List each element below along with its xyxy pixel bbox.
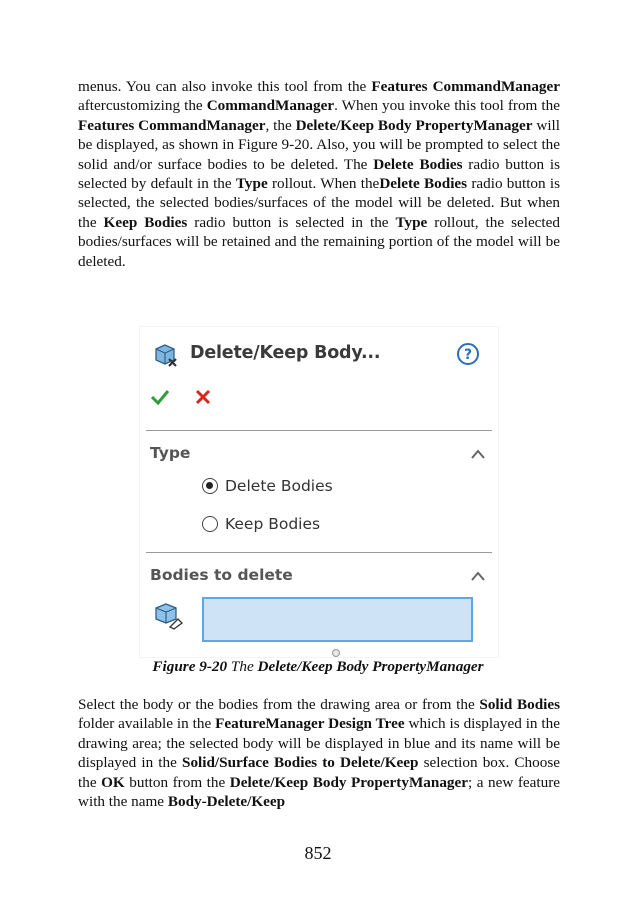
solid-body-icon — [152, 599, 184, 631]
help-icon[interactable] — [456, 342, 480, 366]
delete-bodies-radio[interactable] — [202, 477, 333, 495]
radio-unselected-indicator[interactable] — [202, 516, 218, 532]
figure-caption: Figure 9-20 The Delete/Keep Body PropertyManager — [152, 658, 484, 675]
body-paragraph-1: menus. You can also invoke this tool from the Features CommandManager aftercustomizing the CommandManager. When you invoke this tool from the Features CommandManager, the Delete/Keep Body PropertyManager will be displayed, as shown in Figure 9-20. Also, you will be prompted to select the solid and/or surface bodies to be deleted. The Delete Bodies radio button is selected by default in the Type rollout. When theDelete Bodies radio button is selected, the selected bodies/surfaces of the model will be deleted. But when the Keep Bodies radio button is selected in the Type rollout, the selected bodies/surfaces will be retained and the remaining portion of the model will be deleted. — [78, 78, 560, 270]
cancel-x-icon[interactable] — [193, 387, 213, 407]
collapse-chevron-icon[interactable] — [470, 448, 486, 460]
property-manager-title: Delete/Keep Body... — [190, 343, 381, 363]
collapse-chevron-icon[interactable] — [470, 570, 486, 582]
body-paragraph-2: Select the body or the bodies from the drawing area or from the Solid Bodies folder available in the FeatureManager Design Tree which is displayed in the drawing area; the selected body will be displayed in blue and its name will be displayed in the Solid/Surface Bodies to Delete/Keep selection box. Choose the OK button from the Delete/Keep Body PropertyManager; a new feature with the name Body-Delete/Keep — [78, 696, 561, 811]
svg-text:?: ? — [463, 347, 473, 363]
bodies-to-delete-rollout-title[interactable]: Bodies to delete — [150, 566, 293, 584]
keep-bodies-radio[interactable] — [202, 515, 320, 533]
bodies-selection-box[interactable] — [202, 597, 473, 642]
keep-bodies-label: Keep Bodies — [225, 515, 321, 533]
page-number: 852 — [304, 843, 332, 863]
delete-bodies-label: Delete Bodies — [225, 477, 333, 495]
delete-keep-body-property-manager — [139, 326, 499, 658]
ok-check-icon[interactable] — [150, 387, 170, 407]
divider — [146, 430, 492, 431]
type-rollout-title[interactable]: Type — [150, 444, 191, 462]
resize-grip[interactable] — [332, 649, 340, 657]
radio-selected-indicator[interactable] — [202, 478, 218, 494]
divider — [146, 552, 492, 553]
delete-keep-body-icon — [152, 341, 180, 369]
